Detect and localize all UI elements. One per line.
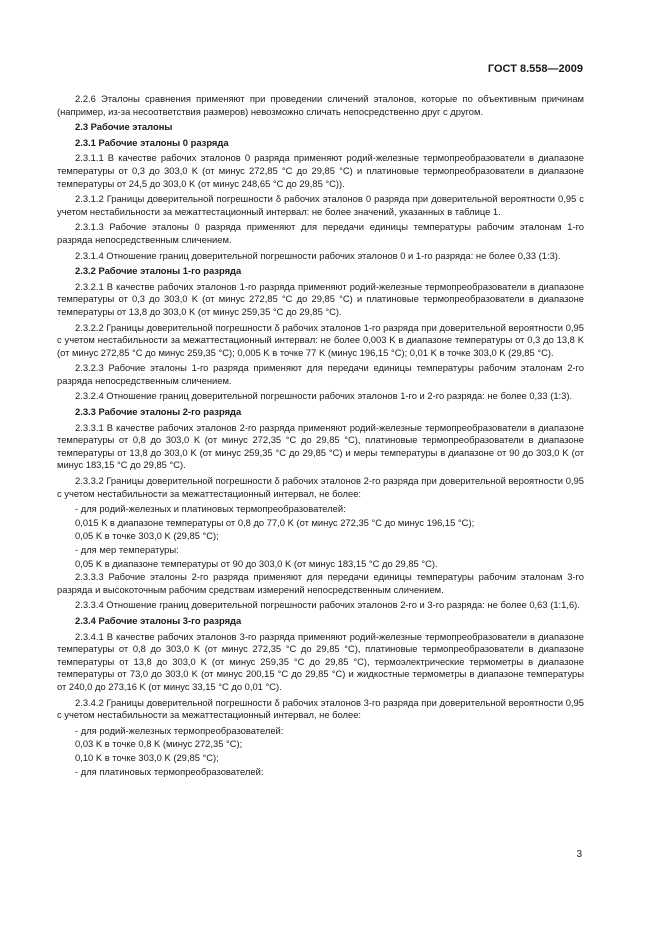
paragraph: 2.3.1.1 В качестве рабочих эталонов 0 разряда применяют родий-железные термопреобразователи в диапазоне температуры от 0,3 до 303,0 K (от минус 272,85 °С до 29,85 °С) и платиновые термопреобразователи в диапазоне температуры от 24,5 до 303,0 K (от минус 248,65 °С до 29,85 °С)). bbox=[57, 152, 584, 189]
list-line: 0,03 K в точке 0,8 K (минус 272,35 °С); bbox=[75, 738, 243, 750]
paragraph: 2.3.3.4 Отношение границ доверительной погрешности рабочих эталонов 2-го и 3-го разряда: не более 0,63 (1:1,6). bbox=[75, 599, 580, 611]
section-heading: 2.3.1 Рабочие эталоны 0 разряда bbox=[75, 136, 229, 148]
paragraph: 2.3.2.1 В качестве рабочих эталонов 1-го разряда применяют родий-железные термопреобразователи в диапазоне температуры от 0,3 до 303,0 K (от минус 272,85 °С до 29,85 °С) и платиновые термопреобразователи в диапазоне температуры от 13,8 до 303,0 K (от минус 259,35 °С до 29,85 °С). bbox=[57, 280, 584, 317]
page-number: 3 bbox=[576, 849, 582, 860]
document-body bbox=[57, 93, 584, 779]
list-line: 0,05 K в точке 303,0 K (29,85 °С); bbox=[75, 530, 219, 542]
paragraph: 2.3.2.3 Рабочие эталоны 1-го разряда применяют для передачи единицы температуры рабочим эталонам 2-го разряда непосредственным сличением. bbox=[57, 362, 584, 386]
section-heading: 2.3.3 Рабочие эталоны 2-го разряда bbox=[75, 406, 242, 418]
section-heading: 2.3.4 Рабочие эталоны 3-го разряда bbox=[75, 614, 242, 626]
paragraph: 2.3.3.1 В качестве рабочих эталонов 2-го разряда применяют родий-железные термопреобразователи в диапазоне температуры от 0,8 до 303,0 K (от минус 272,35 °С до 29,85 °С), платиновые термопреобразователи в диапазоне температуры от 13,8 до 303,0 K (от минус 259,35 °С до 29,85 °С) и меры температуры в диапазоне от 90 до 303,0 K (от минус 183,15 °С до 29,85 °С). bbox=[57, 421, 584, 471]
paragraph: 2.3.1.3 Рабочие эталоны 0 разряда применяют для передачи единицы температуры рабочим эталонам 1-го разряда непосредственным сличением. bbox=[57, 221, 584, 245]
list-line: 0,05 K в диапазоне температуры от 90 до 303,0 K (от минус 183,15 °С до 29,85 °С). bbox=[75, 557, 438, 569]
list-line: 0,10 K в точке 303,0 K (29,85 °С); bbox=[75, 751, 219, 763]
list-line: 0,015 K в диапазоне температуры от 0,8 до 77,0 K (от минус 272,35 °С до минус 196,15 °С); bbox=[75, 516, 475, 528]
paragraph: 2.3.4.1 В качестве рабочих эталонов 3-го разряда применяют родий-железные термопреобразователи в диапазоне температуры от 0,8 до 303,0 K (от минус 272,35 °С до 29,85 °С), платиновые термопреобразователи в диапазоне температуры от 13,8 до 303,0 K (от минус 259,35 °С до 29,85 °С), термоэлектрические термометры в диапазоне температуры от 73,0 до 303,0 K (от минус 200,15 °С до 29,85 °С) и жидкостные термометры в диапазоне температуры от 240,0 до 273,16 K (от минус 33,15 °С до 0,01 °С). bbox=[57, 630, 584, 692]
list-line: - для родий-железных и платиновых термопреобразователей: bbox=[75, 503, 346, 515]
paragraph: 2.3.4.2 Границы доверительной погрешности δ рабочих эталонов 3-го разряда при доверительной вероятности 0,95 с учетом нестабильности за межаттестационный интервал, не более: bbox=[57, 696, 584, 721]
paragraph: 2.3.1.4 Отношение границ доверительной погрешности рабочих эталонов 0 и 1-го разряда: не более 0,33 (1:3). bbox=[75, 249, 561, 261]
list-line: - для платиновых термопреобразователей: bbox=[75, 765, 264, 777]
list-line: - для родий-железных термопреобразователей: bbox=[75, 724, 284, 736]
paragraph: 2.3.3.2 Границы доверительной погрешности δ рабочих эталонов 2-го разряда при доверительной вероятности 0,95 с учетом нестабильности за межаттестационный интервал, не более: bbox=[57, 475, 584, 499]
paragraph: 2.3.2.4 Отношение границ доверительной погрешности рабочих эталонов 1-го и 2-го разряда: не более 0,33 (1:3). bbox=[75, 390, 573, 402]
section-heading: 2.3 Рабочие эталоны bbox=[75, 121, 173, 133]
paragraph: 2.3.1.2 Границы доверительной погрешности δ рабочих эталонов 0 разряда при доверительной вероятности 0,95 с учетом нестабильности за межаттестационный интервал: не более значений, указанных в таблице 1. bbox=[57, 193, 584, 217]
document-id: ГОСТ 8.558—2009 bbox=[487, 63, 583, 75]
list-line: - для мер температуры: bbox=[75, 544, 179, 555]
section-heading: 2.3.2 Рабочие эталоны 1-го разряда bbox=[75, 265, 242, 277]
paragraph: 2.3.2.2 Границы доверительной погрешности δ рабочих эталонов 1-го разряда при доверительной вероятности 0,95 с учетом нестабильности за межаттестационный интервал: не более 0,003 K в диапазоне температуры от 0,3 до 13,8 K (от минус 272,85 °С до минус 259,35 °С); 0,005 K в точке 77 K (минус 196,15 °С); 0,01 K в точке 303,0 K (29,85 °С). bbox=[57, 321, 584, 358]
paragraph: 2.2.6 Эталоны сравнения применяют при проведении сличений эталонов, которые по объективным причинам (например, из-за несоответствия размеров) невозможно сличать непосредственно друг с другом. bbox=[57, 93, 584, 117]
paragraph: 2.3.3.3 Рабочие эталоны 2-го разряда применяют для передачи единицы температуры рабочим эталонам 3-го разряда и высокоточным рабочим средствам измерений непосредственным сличением. bbox=[57, 571, 584, 595]
